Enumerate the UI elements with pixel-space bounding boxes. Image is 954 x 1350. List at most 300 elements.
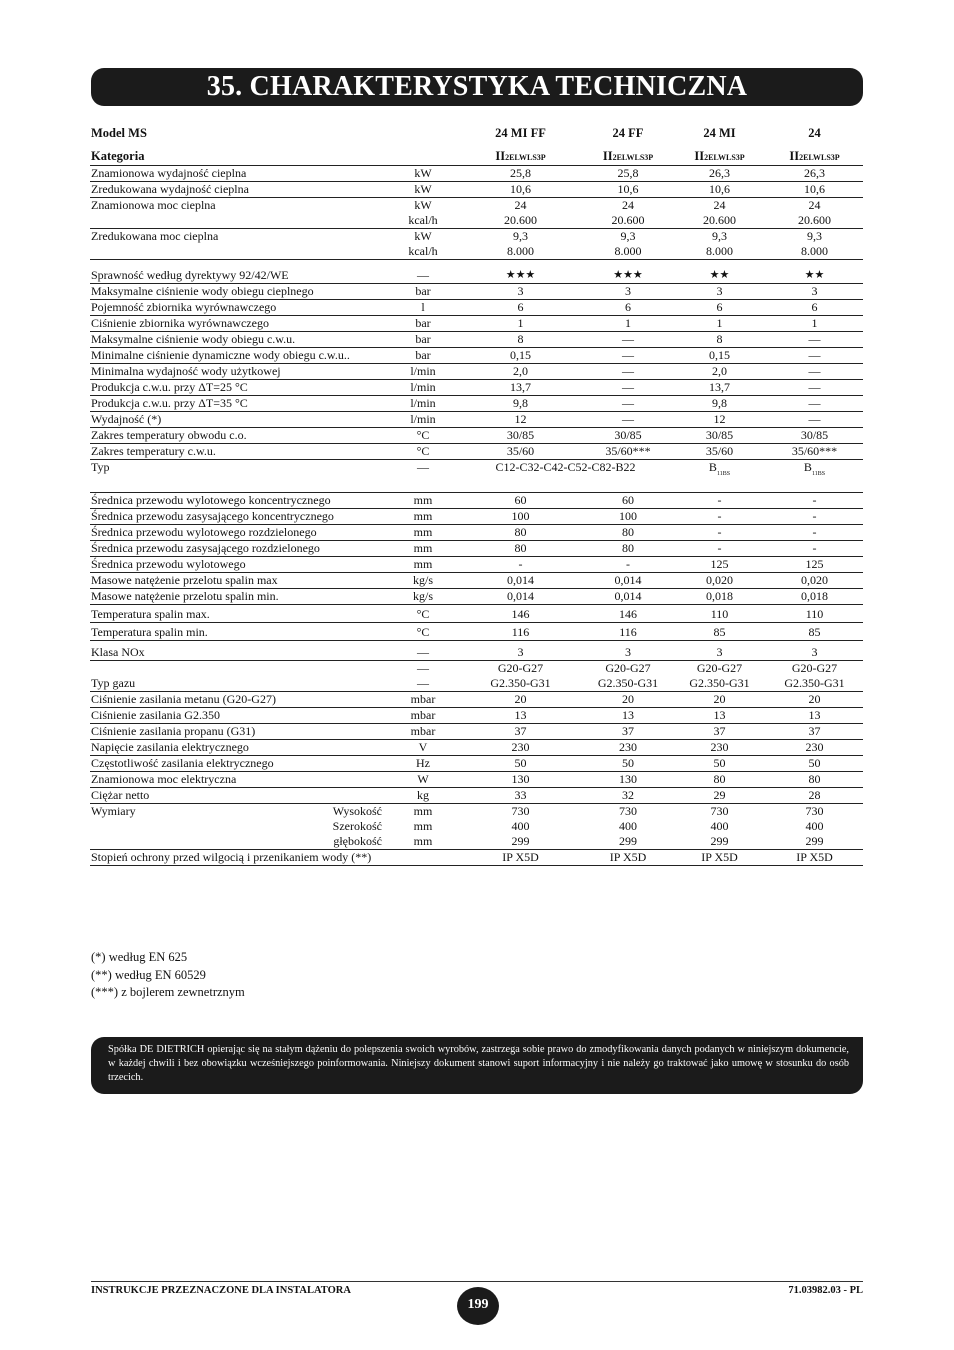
- model-name: 24 FF: [612, 126, 644, 140]
- row-value: 80: [458, 541, 583, 557]
- row-label: Typ: [90, 460, 388, 493]
- row-value: 24: [808, 198, 821, 212]
- row-value: 1: [583, 316, 673, 332]
- row-unit: V: [388, 740, 458, 756]
- row-value: 0,15: [458, 348, 583, 364]
- table-row: [90, 557, 863, 573]
- table-row: [90, 493, 863, 509]
- row-value: 13: [766, 708, 863, 724]
- row-unit: l: [388, 300, 458, 316]
- row-label: Ciśnienie zasilania propanu (G31): [90, 724, 388, 740]
- row-value: 730: [710, 804, 729, 818]
- header-category-row: [90, 149, 863, 166]
- footnote: (***) z bojlerem zewnetrznym: [91, 985, 245, 999]
- row-value: 100: [583, 509, 673, 525]
- row-value: —: [583, 332, 673, 348]
- row-value: —: [766, 380, 863, 396]
- row-label: Zredukowana moc cieplna: [91, 229, 219, 243]
- table-row: [90, 661, 863, 677]
- table-row: [90, 428, 863, 444]
- row-value: 116: [583, 623, 673, 641]
- row-value: G20-G27: [497, 661, 544, 675]
- row-value: —: [766, 412, 863, 428]
- row-value: 9,8: [458, 396, 583, 412]
- row-value: 33: [458, 788, 583, 804]
- table-row: [90, 525, 863, 541]
- row-value: 230: [673, 740, 766, 756]
- row-value: 146: [583, 605, 673, 623]
- row-value: 130: [458, 772, 583, 788]
- row-label: Wymiary: [91, 804, 136, 818]
- row-value: 10,6: [458, 182, 583, 198]
- row-label: Stopień ochrony przed wilgocią i przenikaniem wody (**): [90, 850, 388, 866]
- row-label: Masowe natężenie przelotu spalin min.: [90, 589, 388, 605]
- row-label: [90, 834, 306, 850]
- table-row: [90, 213, 863, 229]
- row-value: —: [766, 364, 863, 380]
- row-unit: kg/s: [388, 589, 458, 605]
- footnotes: [91, 949, 245, 1002]
- page-number: 199: [457, 1287, 499, 1325]
- row-value: 26,3: [673, 166, 766, 182]
- row-value: -: [583, 557, 673, 573]
- row-label: Minimalne ciśnienie dynamiczne wody obiegu c.w.u..: [90, 348, 388, 364]
- footer-doc-code: 71.03982.03 - PL: [788, 1285, 863, 1296]
- row-value: 10,6: [673, 182, 766, 198]
- row-unit: bar: [388, 348, 458, 364]
- row-unit: l/min: [388, 412, 458, 428]
- row-value: —: [583, 412, 673, 428]
- row-value: G2.350-G31: [673, 676, 766, 692]
- row-value: 0,020: [673, 573, 766, 589]
- row-sublabel: Szerokość: [332, 819, 382, 833]
- row-unit: l/min: [388, 396, 458, 412]
- row-value: IP X5D: [458, 850, 583, 866]
- row-value: 20: [673, 692, 766, 708]
- table-row: [90, 541, 863, 557]
- row-value: —: [766, 348, 863, 364]
- category-value: II2ELWLS3P: [583, 149, 673, 166]
- row-label: Pojemność zbiornika wyrównawczego: [90, 300, 388, 316]
- row-value: 20.600: [766, 213, 863, 229]
- table-row: [90, 804, 863, 820]
- row-value: 9,8: [673, 396, 766, 412]
- table-row: [90, 772, 863, 788]
- row-value: 230: [458, 740, 583, 756]
- disclaimer-box: Spółka DE DIETRICH opierając się na stałym dążeniu do polepszenia swoich wyrobów, zastrzega sobie prawo do zmodyfikowania danych podanych w niniejszym dokumencie, w każdej chwili i bez obowiązku wcześniejszego poinformowania. Niniejszy dokument stanowi suport informacyjny i nie należy go traktować jako umowę w stosunku do osób trzecich.: [91, 1037, 863, 1094]
- row-label: Zredukowana wydajność cieplna: [90, 182, 388, 198]
- row-value: 230: [583, 740, 673, 756]
- row-value: 32: [583, 788, 673, 804]
- row-value: 8.000: [458, 244, 583, 260]
- row-value: 37: [766, 724, 863, 740]
- row-value: 10,6: [583, 182, 673, 198]
- row-value: G20-G27: [605, 661, 651, 675]
- row-value: 60: [583, 493, 673, 509]
- row-value: 20: [458, 692, 583, 708]
- row-label: Klasa NOx: [90, 641, 388, 661]
- row-value: 35/60***: [583, 444, 673, 460]
- row-value: 20.600: [458, 213, 583, 229]
- footer-doc-title: INSTRUKCJE PRZEZNACZONE DLA INSTALATORA: [91, 1285, 351, 1296]
- row-value: 146: [458, 605, 583, 623]
- table-row: [90, 509, 863, 525]
- row-unit: bar: [388, 284, 458, 300]
- row-unit: mm: [388, 525, 458, 541]
- row-value: -: [766, 525, 863, 541]
- row-value: 1: [673, 316, 766, 332]
- row-value: 3: [458, 284, 583, 300]
- row-value: 0,020: [766, 573, 863, 589]
- row-value: 60: [458, 493, 583, 509]
- row-label: Minimalna wydajność wody użytkowej: [90, 364, 388, 380]
- row-unit: —: [417, 661, 429, 675]
- row-value: 25,8: [458, 166, 583, 182]
- row-value: 3: [766, 284, 863, 300]
- table-row: [90, 724, 863, 740]
- row-value: 13,7: [673, 380, 766, 396]
- row-label: [90, 213, 388, 229]
- row-value: 400: [511, 819, 530, 833]
- row-value: G2.350-G31: [458, 676, 583, 692]
- table-row: [90, 332, 863, 348]
- row-value: 0,014: [458, 589, 583, 605]
- table-row: [90, 676, 863, 692]
- row-label: [90, 244, 388, 260]
- row-value: 6: [766, 300, 863, 316]
- row-unit: °C: [388, 444, 458, 460]
- row-sublabel: Wysokość: [332, 804, 382, 818]
- row-value: 130: [583, 772, 673, 788]
- row-value: ★★★: [583, 260, 673, 284]
- row-value: ★★: [766, 260, 863, 284]
- table-row: [90, 182, 863, 198]
- row-value: 400: [710, 819, 729, 833]
- row-value: 6: [583, 300, 673, 316]
- row-unit: mm: [388, 541, 458, 557]
- table-row: [90, 229, 863, 245]
- row-value: 35/60: [458, 444, 583, 460]
- row-label: Wydajność (*): [90, 412, 388, 428]
- row-unit: mbar: [388, 724, 458, 740]
- table-row: [90, 819, 863, 834]
- row-unit: [388, 850, 458, 866]
- row-value: 24: [713, 198, 726, 212]
- table-row: [90, 692, 863, 708]
- row-label: Średnica przewodu zasysającego rozdzielonego: [90, 541, 388, 557]
- row-value: 9,3: [513, 229, 528, 243]
- row-label: Napięcie zasilania elektrycznego: [90, 740, 388, 756]
- row-value: 1: [458, 316, 583, 332]
- row-unit: °C: [388, 605, 458, 623]
- row-unit: kg/s: [388, 573, 458, 589]
- row-value: 110: [673, 605, 766, 623]
- row-label: Ciężar netto: [90, 788, 388, 804]
- row-value: 1: [766, 316, 863, 332]
- row-value: 0,014: [458, 573, 583, 589]
- row-value: 30/85: [458, 428, 583, 444]
- row-value: ★★: [673, 260, 766, 284]
- row-value: 50: [458, 756, 583, 772]
- row-value: 30/85: [583, 428, 673, 444]
- row-value: —: [766, 396, 863, 412]
- row-value: IP X5D: [766, 850, 863, 866]
- table-row: [90, 380, 863, 396]
- row-value: 110: [766, 605, 863, 623]
- row-value: —: [766, 332, 863, 348]
- table-row: [90, 244, 863, 260]
- row-value: -: [673, 525, 766, 541]
- row-value: 24: [514, 198, 527, 212]
- row-label: Temperatura spalin min.: [90, 623, 388, 641]
- row-value: -: [673, 493, 766, 509]
- row-value: 730: [805, 804, 824, 818]
- row-unit: bar: [388, 332, 458, 348]
- row-value: -: [766, 509, 863, 525]
- row-label: Ciśnienie zasilania metanu (G20-G27): [90, 692, 388, 708]
- row-value: 3: [583, 284, 673, 300]
- row-value: 35/60: [673, 444, 766, 460]
- row-label: Znamionowa wydajność cieplna: [90, 166, 388, 182]
- footnote: (**) według EN 60529: [91, 967, 206, 982]
- row-value: —: [583, 364, 673, 380]
- row-value: 9,3: [620, 229, 636, 243]
- row-value: 80: [673, 772, 766, 788]
- row-value: 30/85: [673, 428, 766, 444]
- row-unit: l/min: [388, 380, 458, 396]
- row-unit: —: [388, 641, 458, 661]
- model-name: 24: [808, 126, 821, 140]
- row-unit: —: [388, 260, 458, 284]
- row-value: 28: [766, 788, 863, 804]
- row-unit: mm: [388, 834, 458, 850]
- row-value: 8: [673, 332, 766, 348]
- row-value: 37: [458, 724, 583, 740]
- row-value: 20.600: [583, 213, 673, 229]
- row-value: 400: [805, 819, 824, 833]
- row-value: —: [583, 380, 673, 396]
- technical-spec-table: [90, 126, 863, 866]
- row-value: 80: [583, 525, 673, 541]
- row-value: -: [673, 509, 766, 525]
- row-value: 400: [619, 819, 637, 833]
- row-label: Sprawność według dyrektywy 92/42/WE: [90, 260, 388, 284]
- page-title: 35. CHARAKTERYSTYKA TECHNICZNA: [91, 68, 863, 106]
- row-label: Ciśnienie zasilania G2.350: [90, 708, 388, 724]
- row-value: IP X5D: [583, 850, 673, 866]
- footnote: (*) według EN 625: [91, 950, 188, 964]
- table-row: [90, 623, 863, 641]
- row-label: Zakres temperatury obwodu c.o.: [90, 428, 388, 444]
- row-value: 80: [458, 525, 583, 541]
- table-row: [90, 396, 863, 412]
- row-value: 100: [458, 509, 583, 525]
- row-label: Maksymalne ciśnienie wody obiegu c.w.u.: [90, 332, 388, 348]
- row-label: Maksymalne ciśnienie wody obiegu cieplnego: [90, 284, 388, 300]
- row-value: 10,6: [766, 182, 863, 198]
- row-value: 30/85: [766, 428, 863, 444]
- category-value: II2ELWLS3P: [458, 149, 583, 166]
- row-value: 299: [766, 834, 863, 850]
- row-value: 37: [583, 724, 673, 740]
- row-unit: Hz: [388, 756, 458, 772]
- row-value: —: [583, 396, 673, 412]
- row-value: 12: [673, 412, 766, 428]
- row-value: 0,018: [673, 589, 766, 605]
- row-value: 50: [583, 756, 673, 772]
- row-unit: kW: [388, 166, 458, 182]
- row-value: 2,0: [673, 364, 766, 380]
- row-value: 299: [673, 834, 766, 850]
- row-label: Produkcja c.w.u. przy ΔT=25 °C: [90, 380, 388, 396]
- row-value: —: [583, 348, 673, 364]
- row-value: -: [766, 493, 863, 509]
- row-unit: kg: [388, 788, 458, 804]
- row-value: -: [673, 541, 766, 557]
- row-value: 730: [511, 804, 530, 818]
- row-unit: kcal/h: [388, 244, 458, 260]
- row-label: [90, 819, 306, 834]
- table-row: [90, 284, 863, 300]
- row-value: 20.600: [673, 213, 766, 229]
- row-value: 37: [673, 724, 766, 740]
- row-value: 35/60***: [766, 444, 863, 460]
- table-row: [90, 573, 863, 589]
- row-value: 25,8: [583, 166, 673, 182]
- row-value: 8: [458, 332, 583, 348]
- row-value: 299: [583, 834, 673, 850]
- row-unit: l/min: [388, 364, 458, 380]
- table-row: [90, 641, 863, 661]
- row-label: Średnica przewodu wylotowego rozdzielonego: [90, 525, 388, 541]
- table-row: [90, 412, 863, 428]
- row-value: 50: [766, 756, 863, 772]
- table-row: [90, 834, 863, 850]
- row-value: G2.350-G31: [766, 676, 863, 692]
- row-label: Zakres temperatury c.w.u.: [90, 444, 388, 460]
- row-unit: kcal/h: [388, 213, 458, 229]
- row-label: [90, 661, 388, 677]
- row-label: Częstotliwość zasilania elektrycznego: [90, 756, 388, 772]
- row-unit: mm: [388, 557, 458, 573]
- row-value: 8.000: [583, 244, 673, 260]
- table-row: [90, 300, 863, 316]
- row-value: 80: [766, 772, 863, 788]
- row-label: Znamionowa moc elektryczna: [90, 772, 388, 788]
- row-unit: mm: [388, 509, 458, 525]
- category-label: Kategoria: [90, 149, 458, 166]
- row-unit: mm: [413, 819, 433, 833]
- row-value: 3: [673, 641, 766, 661]
- row-value: 3: [766, 641, 863, 661]
- type-value: $B_{11BS}$: [766, 460, 863, 493]
- footer-divider: [91, 1281, 863, 1282]
- type-value: C12-C32-C42-C52-C82-B22: [458, 460, 673, 493]
- row-value: 8.000: [673, 244, 766, 260]
- row-value: 6: [673, 300, 766, 316]
- table-row: [90, 260, 863, 284]
- row-value: 20: [766, 692, 863, 708]
- row-value: G20-G27: [791, 661, 838, 675]
- row-value: 13,7: [458, 380, 583, 396]
- row-value: 3: [583, 641, 673, 661]
- row-value: 2,0: [458, 364, 583, 380]
- category-value: II2ELWLS3P: [766, 149, 863, 166]
- row-value: 13: [673, 708, 766, 724]
- table-row: [90, 708, 863, 724]
- table-row: [90, 444, 863, 460]
- table-row: [90, 740, 863, 756]
- row-label: Średnica przewodu wylotowego: [90, 557, 388, 573]
- row-value: 85: [673, 623, 766, 641]
- row-value: 3: [673, 284, 766, 300]
- row-value: 0,014: [583, 589, 673, 605]
- model-label: Model MS: [91, 126, 147, 140]
- category-value: II2ELWLS3P: [673, 149, 766, 166]
- table-row: [90, 166, 863, 182]
- row-unit: W: [388, 772, 458, 788]
- row-value: 0,014: [583, 573, 673, 589]
- table-row: [90, 316, 863, 332]
- row-value: 6: [458, 300, 583, 316]
- row-sublabel: głębokość: [306, 834, 388, 850]
- row-value: 125: [766, 557, 863, 573]
- row-unit: mm: [413, 804, 433, 818]
- row-value: 50: [673, 756, 766, 772]
- row-value: 12: [458, 412, 583, 428]
- table-row: [90, 850, 863, 866]
- type-value: $B_{11BS}$: [673, 460, 766, 493]
- row-label: Temperatura spalin max.: [90, 605, 388, 623]
- row-value: 85: [766, 623, 863, 641]
- table-row: [90, 589, 863, 605]
- row-value: 730: [619, 804, 637, 818]
- row-unit: kW: [388, 182, 458, 198]
- model-name: 24 MI FF: [495, 126, 546, 140]
- row-value: 0,018: [766, 589, 863, 605]
- row-value: 0,15: [673, 348, 766, 364]
- row-value: 3: [458, 641, 583, 661]
- row-value: 20: [583, 692, 673, 708]
- row-label: Średnica przewodu wylotowego koncentrycznego: [90, 493, 388, 509]
- row-unit: mbar: [388, 708, 458, 724]
- table-row: [90, 198, 863, 214]
- row-value: 13: [583, 708, 673, 724]
- row-value: 9,3: [807, 229, 822, 243]
- row-value: 26,3: [766, 166, 863, 182]
- row-unit: °C: [388, 623, 458, 641]
- row-value: 80: [583, 541, 673, 557]
- row-value: 24: [622, 198, 634, 212]
- row-value: ★★★: [458, 260, 583, 284]
- row-unit: mbar: [388, 692, 458, 708]
- row-unit: mm: [388, 493, 458, 509]
- table-row: [90, 788, 863, 804]
- row-label: Produkcja c.w.u. przy ΔT=35 °C: [90, 396, 388, 412]
- row-label: Znamionowa moc cieplna: [91, 198, 216, 212]
- row-label: Ciśnienie zbiornika wyrównawczego: [90, 316, 388, 332]
- row-unit: kW: [414, 198, 432, 212]
- header-model-row: [90, 126, 863, 141]
- row-value: 299: [458, 834, 583, 850]
- row-value: -: [458, 557, 583, 573]
- row-unit: bar: [388, 316, 458, 332]
- row-value: 230: [766, 740, 863, 756]
- row-label: Średnica przewodu zasysającego koncentrycznego: [90, 509, 388, 525]
- row-value: G20-G27: [696, 661, 743, 675]
- row-label: Typ gazu: [90, 676, 388, 692]
- row-value: 8.000: [766, 244, 863, 260]
